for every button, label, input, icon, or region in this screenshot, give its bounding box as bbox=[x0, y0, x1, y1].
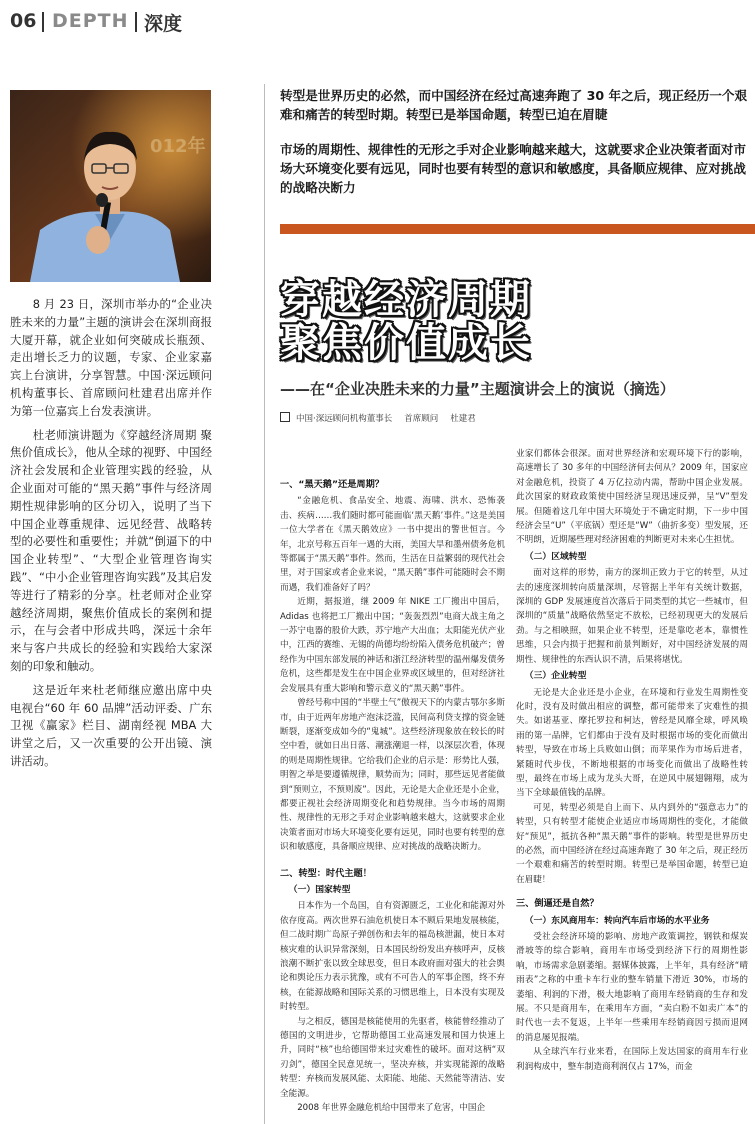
pull-quote: 转型是世界历史的必然，而中国经济在经过高速奔跑了 30 年之后，现正经历一个艰难和痛苦的转型时期。转型已是举国命题，转型已迫在眉睫 bbox=[280, 88, 748, 122]
body-paragraph: 受社会经济环境的影响、房地产政策调控，钢铁和煤炭滑坡等的综合影响，商用车市场受到经济下行的周期性影响，市场需求急剧萎缩。据媒体披露，上半年，具有经济“晴雨表”之称的中重卡车行业的整车销量下滑近 30%，市场的萎缩、利润的下滑，极大地影响了商用车经销商的生存和发展。不只是商用车，在乘用车方面，“卖白粉不如卖广本”的时代也一去不复返，上半年一些乘用车经销商因亏损而退网的消息屡见报端。 bbox=[516, 932, 748, 1043]
body-paragraph: 近期，据报道，继 2009 年 NIKE 工厂搬出中国后，Adidas 也将把工厂搬出中国；“轰轰烈烈”电商大战主角之一苏宁电器的股价大跌，苏宁地产大出血；太阳能光伏产业中，江西的赛维、无锡的尚德均纷纷陷入债务危机破产；曾经作为中国东部发展的神话和浙江经济转型的温州爆发债务危机，这些都是发生在中国企业界或区域里的，但对经济社会发展具有重大影响和警示意义的“黑天鹅”事件。 bbox=[280, 597, 505, 694]
body-paragraph: 从全球汽车行业来看，在国际上发达国家的商用车行业利润构成中，整车制造商利润仅占 17%，而金 bbox=[516, 1047, 748, 1072]
author-org: 中国·深远顾问机构董事长 bbox=[296, 414, 393, 424]
body-paragraph: 无论是大企业还是小企业，在环境和行业发生周期性变化时，没有及时做出相应的调整，都可能带来了灾难性的损失。如诺基亚、摩托罗拉和柯达，曾经是风靡全球，呼风唤雨的第一品牌，它们都由于没有及时根据市场的变化而做出转型，导致在市场上兵败如山倒；而苹果作为市场后进者，紧随时代步伐，不断地根据的市场变化而做出了战略性转型，最终在市场上成为龙头大哥，在逆风中展翅翱翔，成为当下全球最值钱的品牌。 bbox=[516, 687, 748, 799]
subsection-heading: （一）东风商用车：转向汽车后市场的水平业务 bbox=[524, 915, 710, 926]
body-paragraph: 2008 年世界金融危机给中国带来了危害，中国企 bbox=[297, 1103, 486, 1114]
title-line: 聚焦价值成长 bbox=[280, 320, 532, 366]
section-heading: 三、倒逼还是自然？ bbox=[516, 898, 599, 910]
body-paragraph: 日本作为一个岛国，自有资源匮乏，工业化和能源对外依存度高。两次世界石油危机使日本不顾后果地发展核能，但二战时期广岛原子弹创伤和去年的福岛核泄漏，使日本对核灾难的认识异常深刻，日本国民纷纷发出弃核呼声，反核浪潮不断扩张以致全球思变，但日本政府面对强大的社会舆论和舆论压力表示犹豫，或有不可告人的军事企图，终不弃核，在能源战略和国际关系的习惯思维上，日本没有实现及时转型。 bbox=[280, 901, 505, 1013]
pull-quote: 市场的周期性、规律性的无形之手对企业影响越来越大，这就要求企业决策者面对市场大环境变化要有远见，同时也要有转型的意识和敏感度，具备顺应规律、应对挑战的战略决断力 bbox=[280, 142, 746, 195]
body-paragraph: 与之相反，德国是核能使用的先驱者，核能曾经推动了德国的文明进步，它帮助德国工业高速发展和国力快速上升，同时“核”也给德国带来过灾难性的破坏。面对这柄“双刃剑”，德国全民意见统一，坚决弃核，并实现能源的战略转型：弃核而发展风能、太阳能、地能、天然能等清洁、安全能源。 bbox=[280, 1016, 505, 1099]
body-paragraph: 面对这样的形势，南方的深圳正致力于它的转型，从过去的速度深圳转向质量深圳，尽管据上半年有关统计数据，深圳的 GDP 发展速度首次落后于同类型的其它一些城市，但深圳的“质量”战略依然坚定不放松，已经初现更大的发展后劲。与之相映照，如果企业不转型，还是靠吃老本，靠惯性思维，只会内损于把握和前景判断好，对中国经济发展的周期性、规律性的东西认识不清，后果将堪忧。 bbox=[516, 568, 748, 665]
subsection-heading: （二）区域转型 bbox=[524, 551, 587, 562]
speaker-photo bbox=[10, 90, 211, 282]
author-name: 杜建君 bbox=[450, 414, 476, 424]
body-paragraph: 曾经号称中国的“半壁土气”傲视天下的内蒙古鄂尔多斯市，由于近两年房地产泡沫泛滥，民间高利贷支撑的资金链断裂，逐渐变成如今的“鬼城”。这些经济现象放在较长的时空中看，就如日出日落、潮涨潮退一样，以深层次看，体现的则是周期性规律。它给我们企业的启示是：形势比人强，明智之举是要遵循规律，顺势而为；同时，那些远见者能做到“预则立，不预则废”。因此，无论是大企业还是小企业，都要正视社会经济周期变化和趋势规律。当今市场的周期性、规律性的无形之手对企业影响越来越大，这就要求企业决策者面对市场大环境变化要有远见，同时也要有转型的意识和敏感度，具备顺应规律、应对挑战的战略决断力。 bbox=[280, 698, 505, 853]
section-title-en: DEPTH bbox=[52, 10, 129, 32]
body-column-right bbox=[516, 447, 748, 1074]
page-number: 06 bbox=[10, 10, 37, 32]
body-column-left bbox=[280, 474, 505, 1115]
backdrop-text: 012年 bbox=[150, 136, 206, 157]
section-heading: 一、“黑天鹅”还是周期？ bbox=[280, 479, 384, 490]
subsection-heading: （一）国家转型 bbox=[288, 884, 351, 895]
speaker-illustration bbox=[10, 90, 211, 282]
square-bullet-icon bbox=[280, 412, 290, 422]
header-divider bbox=[42, 12, 44, 32]
subsection-heading: （三）企业转型 bbox=[524, 671, 587, 682]
intro-paragraph: 杜老师演讲题为《穿越经济周期 聚焦价值成长》，他从全球的视野、中国经济社会发展和企业管理实践的经验，从企业面对可能的“黑天鹅”事件与经济周期性规律影响的区分切入，说明了当下中国企业尊重规律、远见经营、战略转型的必要性和重要性；并就“倒逼下的中国企业转型”、“大型企业管理咨询实践”、“中小企业管理咨询实践”及其启发等进行了精彩的分享。杜老师对企业穿越经济周期，聚焦价值成长的案例和提示，在与会者中形成共鸣，深远十余年来与客户共成长的经验和实践给大家深刻的印象和触动。 bbox=[10, 427, 212, 673]
header-divider bbox=[135, 12, 137, 32]
title-line: 穿越经济周期 bbox=[280, 277, 532, 323]
body-paragraph: 业家们都体会很深。面对世界经济和宏观环境下行的影响，高速增长了 30 多年的中国经济何去何从？2009 年，国家应对金融危机，投资了 4 万亿拉动内需，帮助中国企业发展。此次国家的财政政策使中国经济呈现迅速反弹，呈“V”型发展。但随着这几年中国大环境处于不确定时期，下一步中国经济会呈“U”（平底锅）型还是“W”（曲折多变）型发展，还不明朗，近期屡些理对经济困难的判断更对未来心生担忧。 bbox=[516, 449, 748, 546]
intro-column bbox=[10, 296, 212, 777]
column-divider bbox=[264, 84, 265, 1124]
section-title-cn: 深度 bbox=[144, 13, 183, 35]
intro-paragraph: 这是近年来杜老师继应邀出席中央电视台“60 年 60 品牌”活动评委、广东卫视《赢家》栏目、湖南经视 MBA 大讲堂之后，又一次重要的公开出镜、演讲活动。 bbox=[10, 682, 212, 768]
section-heading: 二、转型：时代主题！ bbox=[280, 867, 372, 879]
author-line bbox=[280, 412, 476, 424]
body-paragraph: “金融危机、食品安全、地震、海啸、洪水、恐怖袭击、疾病……我们随时都可能面临‘黑天鹅’事件。”这是美国一位大学者在《黑天鹅效应》一书中提出的警世恒言。今年，北京号称五百年一遇的大雨，美国大旱和墨州债务危机等都属于“黑天鹅”事件。然而，生活在日益繁弱的现代社会里，对于国家或者企业来说，“黑天鹅”事件可能随时会不期而遇，我们准备好了吗？ bbox=[280, 496, 505, 593]
intro-paragraph: 8 月 23 日，深圳市举办的“企业决胜未来的力量”主题的演讲会在深圳商报大厦开幕，就企业如何突破成长瓶颈、走出增长乏力的议题，专家、企业家嘉宾上台演讲，分享智慧。中国·深远顾问机构董事长、首席顾问杜建君出席并作为第一位嘉宾上台发表演讲。 bbox=[10, 297, 212, 418]
page-header bbox=[0, 0, 755, 40]
body-paragraph: 可见，转型必须是自上而下、从内到外的“强意志力”的转型，只有转型才能使企业适应市场周期性的变化，才能做好“预见”，抵抗各种“黑天鹅”事件的影响。转型是世界历史的必然，而中国经济在经过高速奔跑了 30 年之后，现正经历一个艰难和痛苦的转型时期。转型已是举国命题，转型已迫在眉睫！ bbox=[516, 802, 748, 885]
article-subtitle: ——在“企业决胜未来的力量”主题演讲会上的演说（摘选） bbox=[280, 380, 675, 398]
author-role: 首席顾问 bbox=[404, 414, 439, 424]
accent-band bbox=[280, 224, 755, 234]
article-title bbox=[280, 279, 740, 365]
